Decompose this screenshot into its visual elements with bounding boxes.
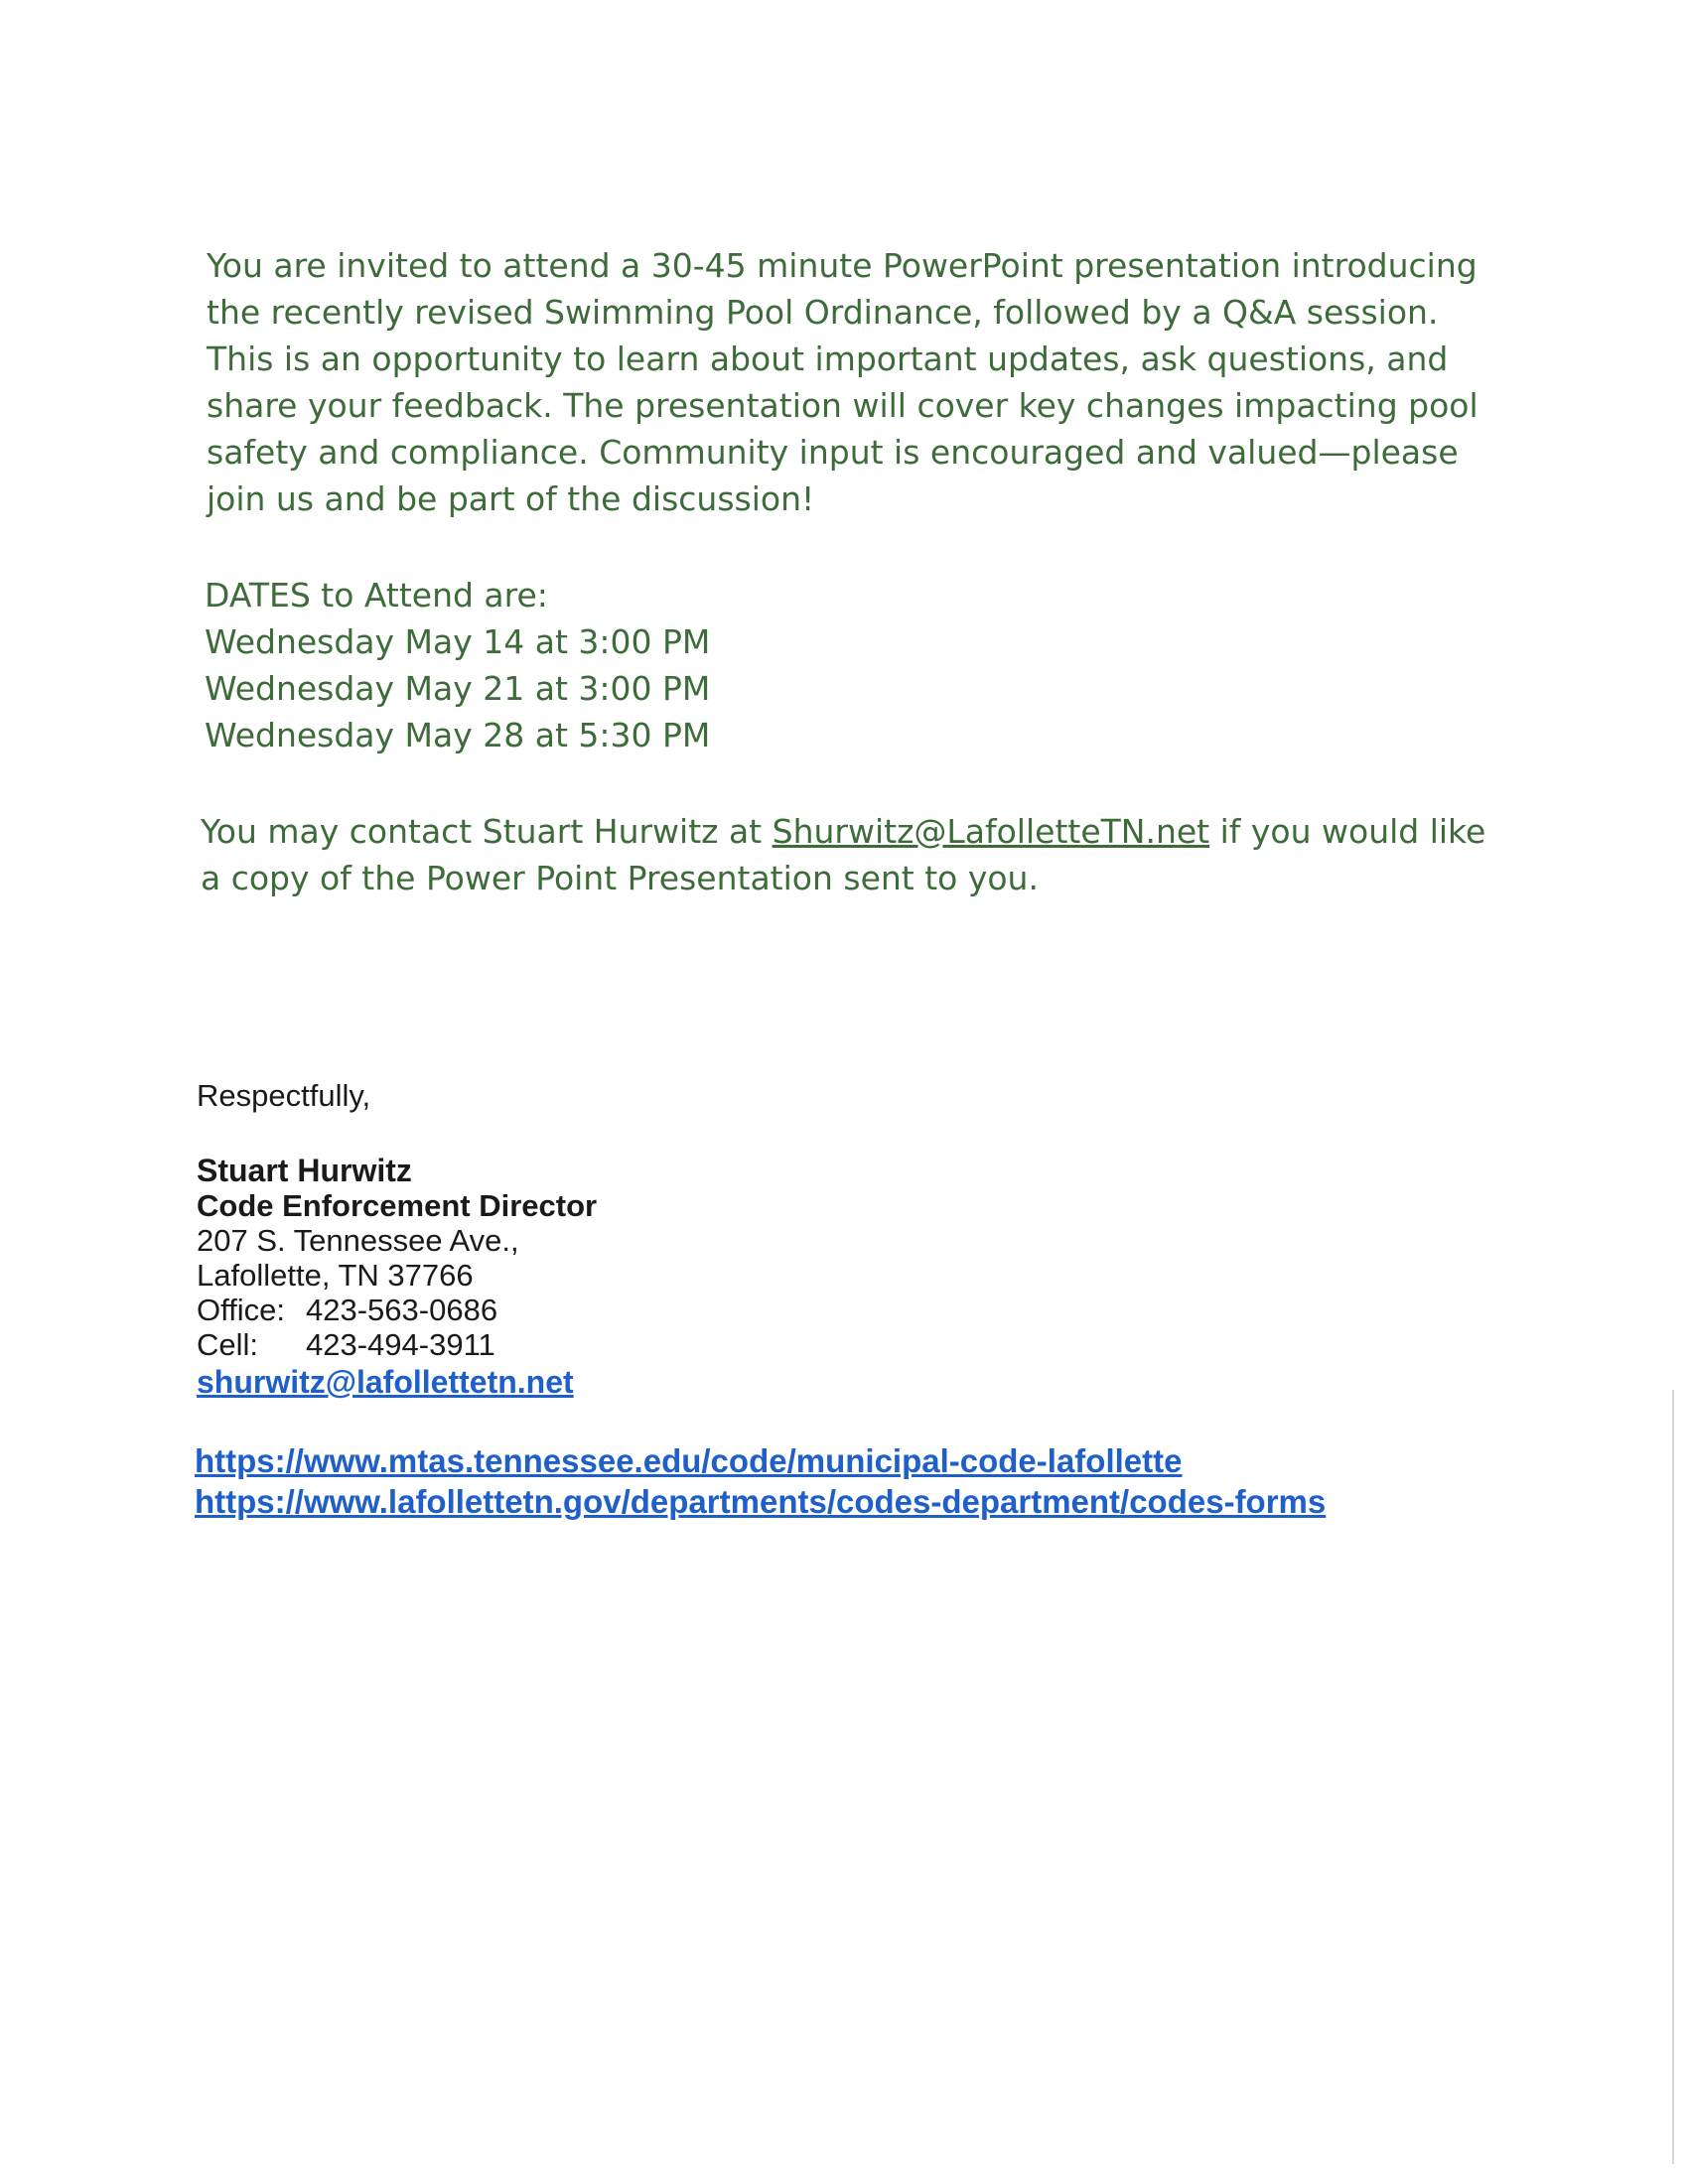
codes-forms-link[interactable]: https://www.lafollettetn.gov/departments/codes-department/codes-forms (195, 1483, 1327, 1520)
contact-paragraph (201, 808, 1501, 901)
scan-edge-line (1672, 1390, 1674, 2164)
cell-label: Cell: (197, 1327, 259, 1362)
date-item: Wednesday May 14 at 3:00 PM (205, 622, 711, 661)
address-line-1: 207 S. Tennessee Ave., (197, 1223, 519, 1258)
signature-block (197, 1076, 597, 1402)
intro-paragraph: You are invited to attend a 30-45 minute PowerPoint presentation introducing the recently revised Swimming Pool Ordinance, followed by a Q&A session. This is an opportunity to learn about important updates, ask questions, and share your feedback. The presentation will cover key changes impacting pool safety and compliance. Community input is encouraged and valued—please join us and be part of the discussion! (207, 246, 1478, 518)
contact-prefix: You may contact Stuart Hurwitz at (201, 812, 773, 851)
date-item: Wednesday May 21 at 3:00 PM (205, 669, 711, 708)
cell-phone-row (197, 1327, 597, 1362)
dates-heading: DATES to Attend are: (205, 576, 548, 614)
closing-text: Respectfully, (197, 1078, 371, 1113)
dates-section (205, 572, 1495, 758)
date-item: Wednesday May 28 at 5:30 PM (205, 716, 711, 754)
signer-title: Code Enforcement Director (197, 1188, 598, 1223)
contact-suffix: if you would like a copy of the Power Point Presentation sent to you. (201, 812, 1486, 897)
contact-email-link[interactable]: Shurwitz@LafolletteTN.net (772, 812, 1210, 851)
reference-links (195, 1441, 1326, 1523)
office-phone-row (197, 1293, 597, 1327)
cell-phone: 423-494-3911 (306, 1327, 495, 1362)
municipal-code-link[interactable]: https://www.mtas.tennessee.edu/code/municipal-code-lafollette (195, 1442, 1183, 1479)
address-line-2: Lafollette, TN 37766 (197, 1258, 474, 1293)
office-phone: 423-563-0686 (306, 1293, 498, 1327)
signer-name: Stuart Hurwitz (197, 1153, 412, 1188)
office-label: Office: (197, 1293, 286, 1327)
signature-email-link[interactable]: shurwitz@lafollettetn.net (197, 1364, 574, 1400)
